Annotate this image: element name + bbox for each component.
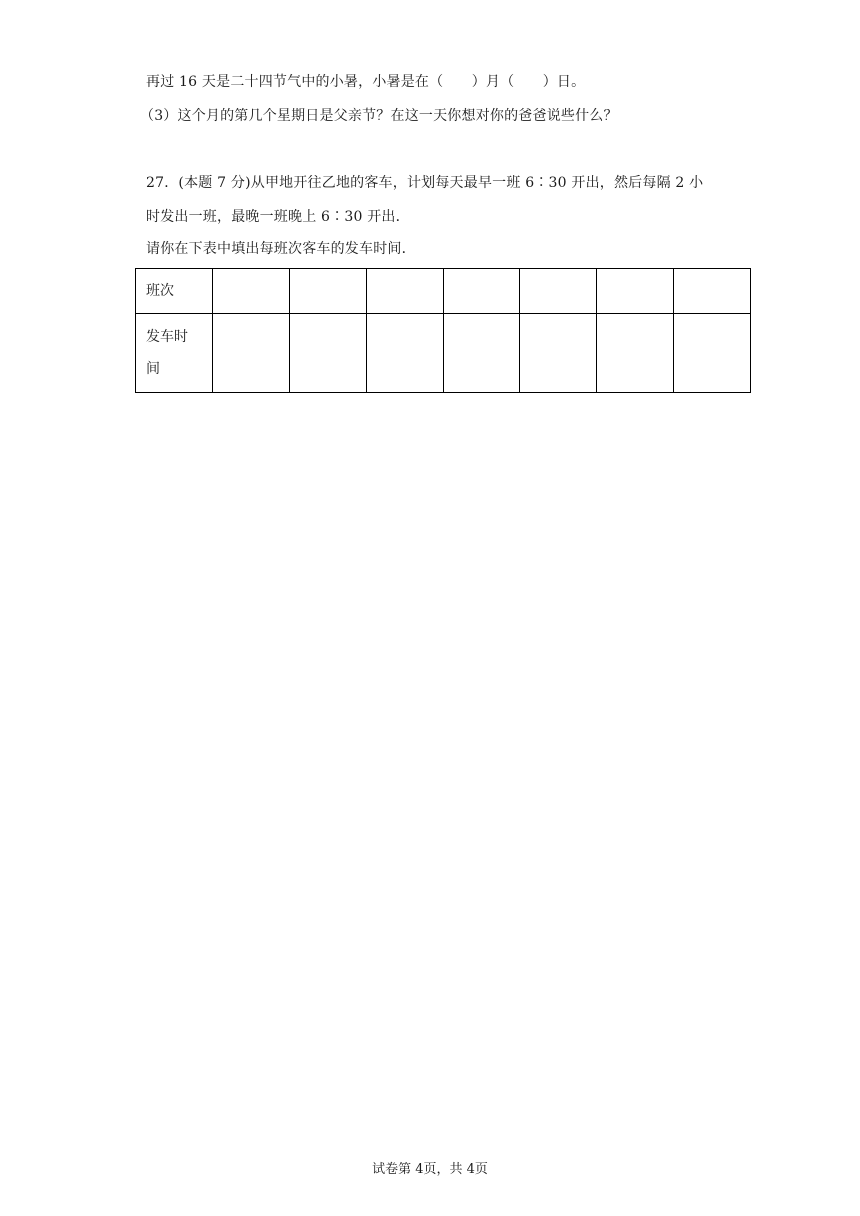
bus-schedule-table: [135, 268, 751, 393]
row-header-shift: 班次: [136, 269, 213, 314]
table-cell-blank[interactable]: [213, 269, 290, 314]
table-row-shift: [136, 269, 751, 314]
table-cell-blank[interactable]: [597, 269, 674, 314]
table-cell-blank[interactable]: [520, 269, 597, 314]
table-cell-blank[interactable]: [597, 314, 674, 393]
question-26-line-xiaoshu: 再过 16 天是二十四节气中的小暑，小暑是在（ ）月（ ）日。: [146, 74, 586, 90]
table-cell-blank[interactable]: [366, 269, 443, 314]
question-26-part-3: （3）这个月的第几个星期日是父亲节？在这一天你想对你的爸爸说些什么？: [140, 108, 618, 124]
question-27-instruction: 请你在下表中填出每班次客车的发车时间．: [146, 241, 416, 257]
table-row-departure: [136, 314, 751, 393]
page-footer: 试卷第 4页，共 4页: [372, 1162, 488, 1177]
table-cell-blank[interactable]: [366, 314, 443, 393]
table-cell-blank[interactable]: [289, 314, 366, 393]
table-cell-blank[interactable]: [443, 269, 520, 314]
table-cell-blank[interactable]: [674, 269, 751, 314]
question-27-line-2: 时发出一班，最晚一班晚上 6∶30 开出．: [146, 209, 410, 225]
table-cell-blank[interactable]: [289, 269, 366, 314]
row-header-departure-time: 发车时间: [136, 314, 213, 393]
table-cell-blank[interactable]: [674, 314, 751, 393]
table-cell-blank[interactable]: [213, 314, 290, 393]
question-27-line-1: 27．(本题 7 分)从甲地开往乙地的客车，计划每天最早一班 6∶30 开出，然后每隔 2 小: [146, 175, 704, 191]
table-cell-blank[interactable]: [520, 314, 597, 393]
table-cell-blank[interactable]: [443, 314, 520, 393]
